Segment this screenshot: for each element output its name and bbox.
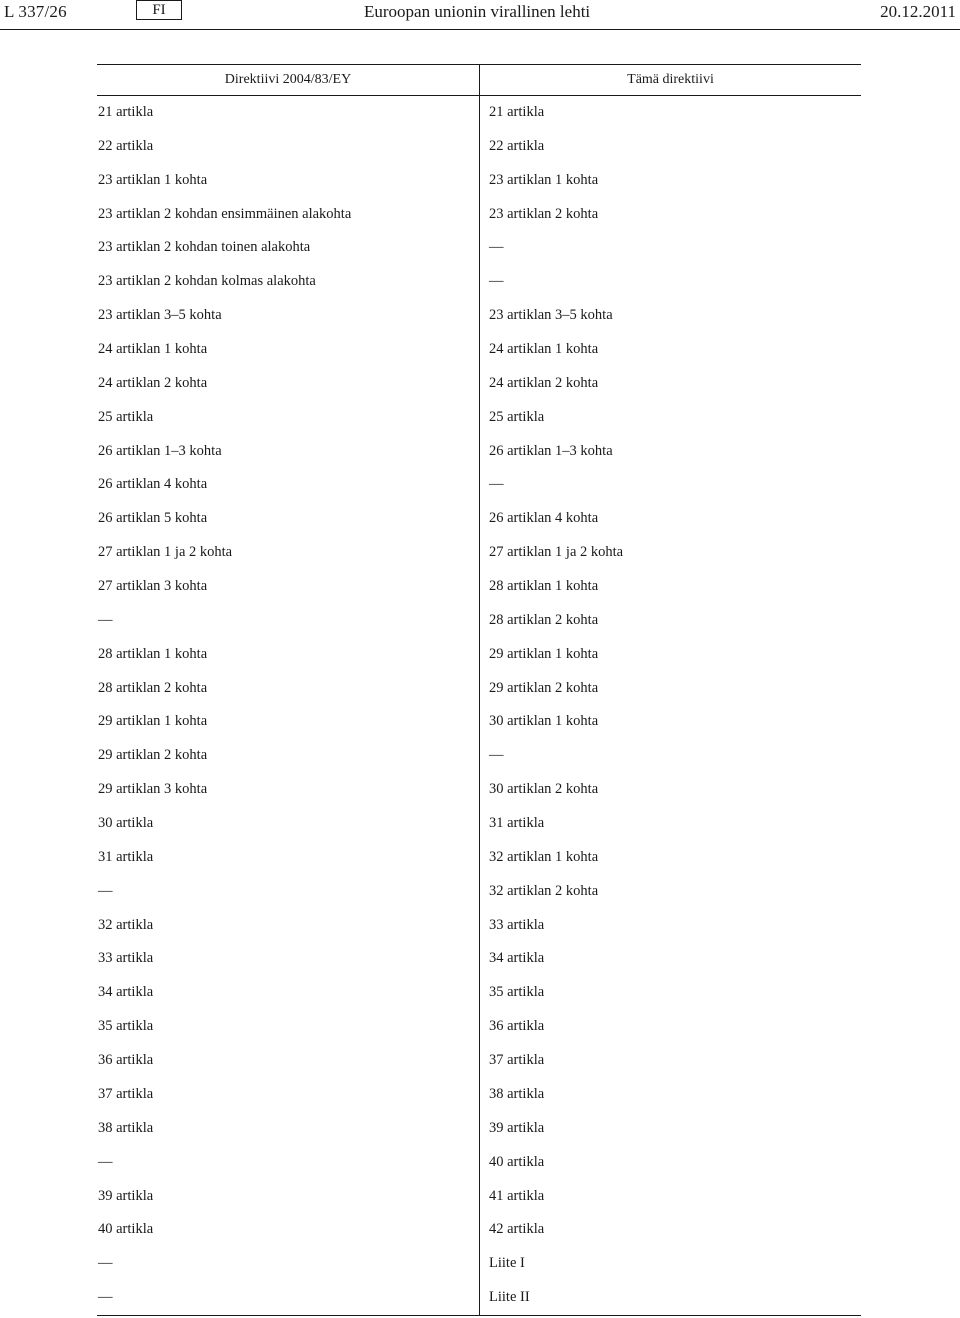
cell-old-directive: 39 artikla — [98, 1187, 154, 1204]
cell-this-directive: 34 artikla — [489, 950, 545, 967]
cell-old-directive: 29 artiklan 3 kohta — [98, 781, 208, 798]
cell-old-directive: 30 artikla — [98, 815, 154, 832]
cell-old-directive: 26 artiklan 1–3 kohta — [98, 442, 222, 459]
cell-old-directive: 38 artikla — [98, 1119, 154, 1136]
cell-this-directive: 29 artiklan 1 kohta — [489, 645, 599, 662]
cell-this-directive: 41 artikla — [489, 1187, 545, 1204]
cell-old-directive: — — [98, 1255, 113, 1272]
cell-this-directive: — — [489, 239, 504, 256]
cell-this-directive: — — [489, 273, 504, 290]
cell-old-directive: 22 artikla — [98, 137, 154, 154]
cell-old-directive: 34 artikla — [98, 984, 154, 1001]
cell-old-directive: 32 artikla — [98, 916, 154, 933]
cell-this-directive: 30 artiklan 1 kohta — [489, 713, 599, 730]
cell-this-directive: 35 artikla — [489, 984, 545, 1001]
column-header-old-directive: Direktiivi 2004/83/EY — [97, 65, 480, 95]
cell-this-directive: 36 artikla — [489, 1018, 545, 1035]
cell-this-directive: 23 artiklan 3–5 kohta — [489, 307, 613, 324]
cell-old-directive: 35 artikla — [98, 1018, 154, 1035]
correlation-table — [97, 64, 861, 1316]
cell-this-directive: 32 artiklan 2 kohta — [489, 882, 599, 899]
cell-old-directive: 23 artiklan 2 kohdan toinen alakohta — [98, 239, 311, 256]
cell-this-directive: 42 artikla — [489, 1221, 545, 1238]
cell-old-directive: 28 artiklan 2 kohta — [98, 679, 208, 696]
cell-old-directive: 26 artiklan 5 kohta — [98, 510, 208, 527]
table-bottom-rule — [97, 1315, 861, 1316]
cell-this-directive: 37 artikla — [489, 1052, 545, 1069]
cell-old-directive: 28 artiklan 1 kohta — [98, 645, 208, 662]
language-badge: FI — [136, 0, 182, 20]
cell-this-directive: 39 artikla — [489, 1119, 545, 1136]
cell-old-directive: 33 artikla — [98, 950, 154, 967]
cell-this-directive: 28 artiklan 1 kohta — [489, 578, 599, 595]
cell-this-directive: 32 artiklan 1 kohta — [489, 848, 599, 865]
table-header — [97, 65, 861, 96]
cell-old-directive: 36 artikla — [98, 1052, 154, 1069]
cell-old-directive: 25 artikla — [98, 408, 154, 425]
cell-this-directive: 26 artiklan 4 kohta — [489, 510, 599, 527]
cell-this-directive: 38 artikla — [489, 1085, 545, 1102]
cell-old-directive: 31 artikla — [98, 848, 154, 865]
cell-old-directive: 24 artiklan 1 kohta — [98, 341, 208, 358]
journal-title: Euroopan unionin virallinen lehti — [364, 2, 591, 21]
cell-this-directive: 21 artikla — [489, 104, 545, 120]
page-number: L 337/26 — [4, 2, 67, 21]
cell-this-directive: 28 artiklan 2 kohta — [489, 611, 599, 628]
cell-this-directive: 40 artikla — [489, 1153, 545, 1170]
cell-old-directive: 24 artiklan 2 kohta — [98, 374, 208, 391]
column-header-this-directive: Tämä direktiivi — [627, 72, 714, 87]
cell-old-directive: 29 artiklan 1 kohta — [98, 713, 208, 730]
cell-old-directive: — — [98, 611, 113, 628]
cell-this-directive: Liite II — [489, 1289, 530, 1306]
cell-old-directive: — — [98, 882, 113, 899]
cell-old-directive: 21 artikla — [98, 104, 154, 120]
cell-this-directive: Liite I — [489, 1255, 525, 1272]
column-divider — [479, 96, 480, 1315]
cell-this-directive: 23 artiklan 1 kohta — [489, 171, 599, 188]
cell-this-directive: 24 artiklan 2 kohta — [489, 374, 599, 391]
cell-old-directive: 23 artiklan 2 kohdan ensimmäinen alakohta — [98, 205, 352, 222]
header-rule — [0, 29, 960, 30]
cell-old-directive: 23 artiklan 2 kohdan kolmas alakohta — [98, 273, 316, 290]
cell-old-directive: — — [98, 1289, 113, 1306]
cell-this-directive: 30 artiklan 2 kohta — [489, 781, 599, 798]
table-body — [97, 96, 861, 1315]
cell-this-directive: 29 artiklan 2 kohta — [489, 679, 599, 696]
cell-old-directive: 27 artiklan 1 ja 2 kohta — [98, 544, 233, 561]
publication-date: 20.12.2011 — [880, 2, 956, 21]
cell-this-directive: 23 artiklan 2 kohta — [489, 205, 599, 222]
cell-this-directive: 27 artiklan 1 ja 2 kohta — [489, 544, 624, 561]
cell-old-directive: 23 artiklan 1 kohta — [98, 171, 208, 188]
cell-this-directive: 25 artikla — [489, 408, 545, 425]
cell-old-directive: 40 artikla — [98, 1221, 154, 1238]
cell-old-directive: — — [98, 1153, 113, 1170]
cell-old-directive: 29 artiklan 2 kohta — [98, 747, 208, 764]
cell-old-directive: 26 artiklan 4 kohta — [98, 476, 208, 493]
cell-this-directive: 26 artiklan 1–3 kohta — [489, 442, 613, 459]
cell-old-directive: 23 artiklan 3–5 kohta — [98, 307, 222, 324]
cell-this-directive: — — [489, 476, 504, 493]
cell-old-directive: 27 artiklan 3 kohta — [98, 578, 208, 595]
page-header — [0, 0, 960, 30]
cell-this-directive: — — [489, 747, 504, 764]
cell-this-directive: 22 artikla — [489, 137, 545, 154]
cell-this-directive: 24 artiklan 1 kohta — [489, 341, 599, 358]
cell-this-directive: 33 artikla — [489, 916, 545, 933]
cell-old-directive: 37 artikla — [98, 1085, 154, 1102]
cell-this-directive: 31 artikla — [489, 815, 545, 832]
